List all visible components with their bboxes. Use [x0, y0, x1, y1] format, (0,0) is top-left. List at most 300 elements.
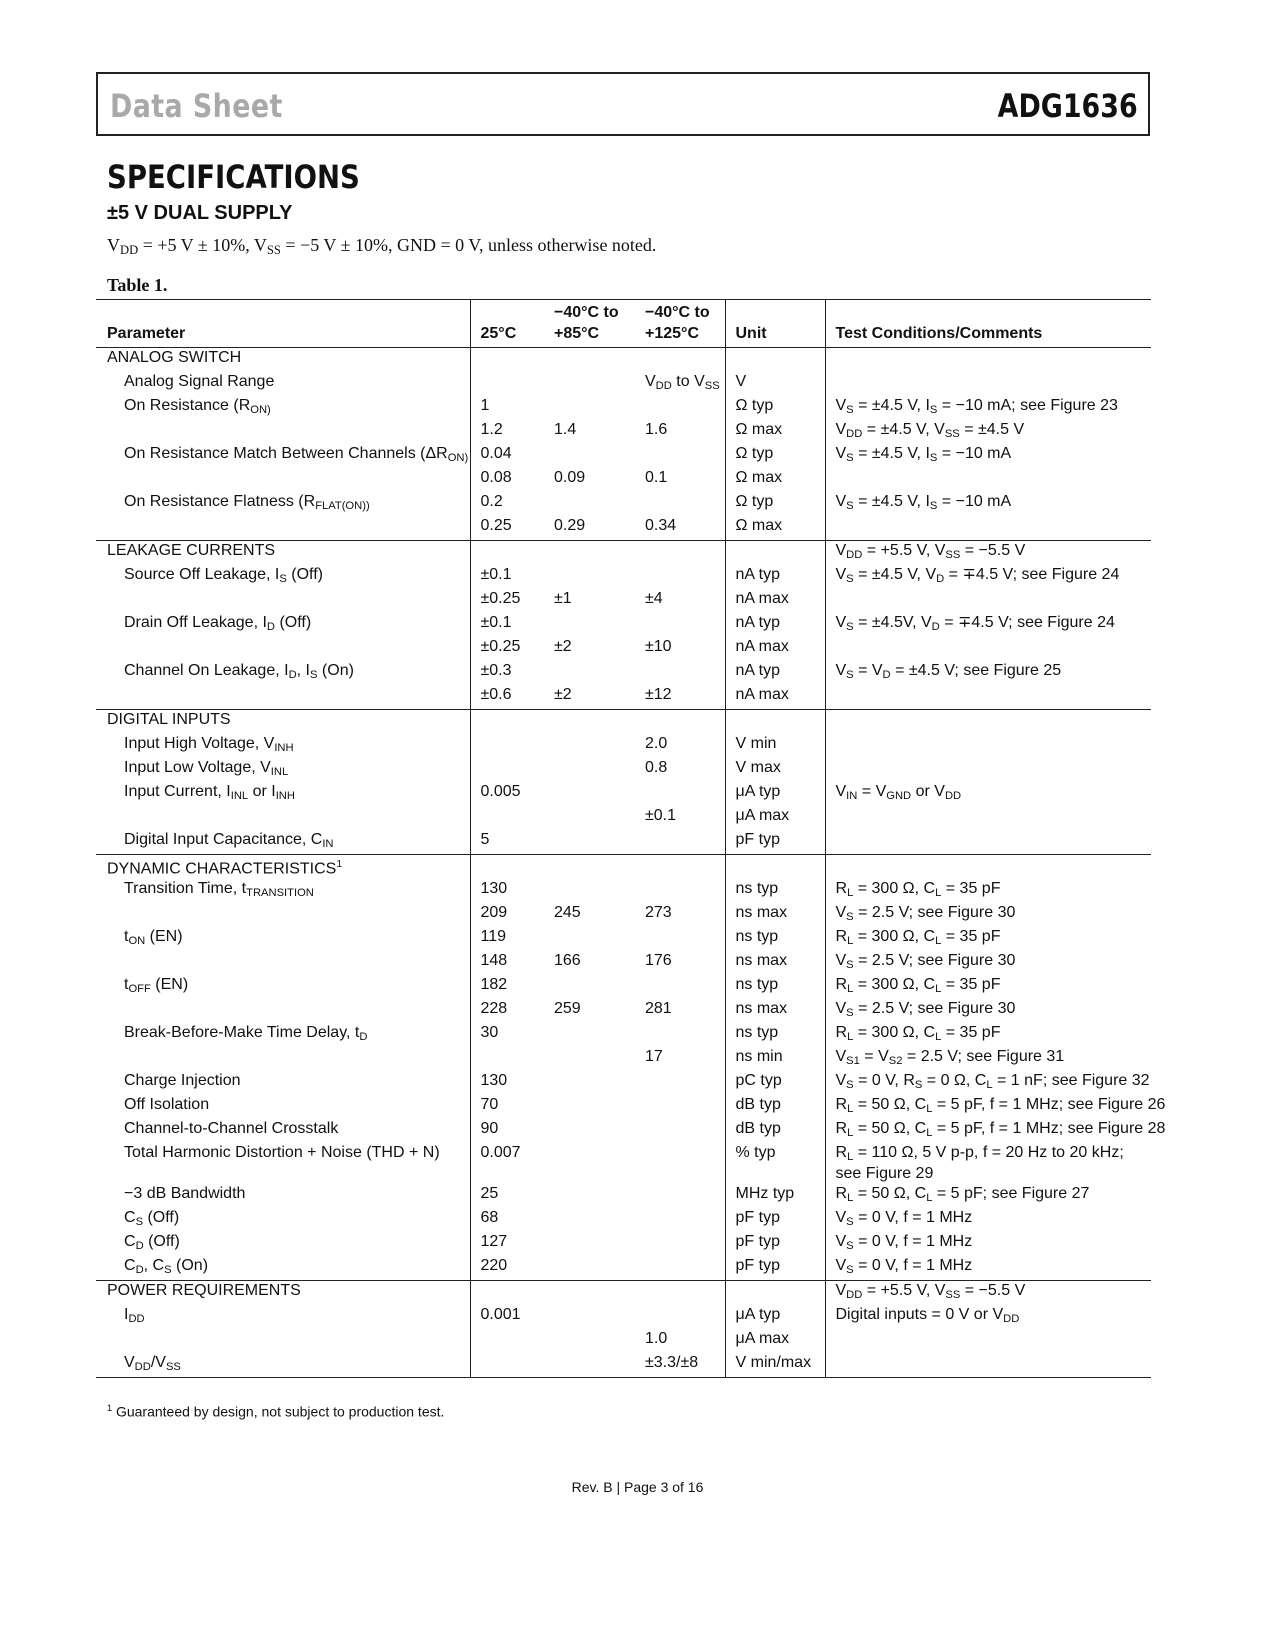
table-row	[96, 565, 1151, 589]
unit-cell: ns typ	[725, 879, 825, 903]
value-85c-cell	[544, 1047, 635, 1071]
parameter-cell	[96, 951, 470, 975]
page-header	[96, 72, 1150, 136]
parameter-cell	[96, 468, 470, 492]
table-row	[96, 1305, 1151, 1329]
value-25c-cell: 119	[470, 927, 544, 951]
value-25c-cell: 5	[470, 830, 544, 855]
value-85c-cell: 1.4	[554, 421, 577, 438]
table-row	[96, 420, 1151, 444]
table-row	[96, 806, 1151, 830]
unit-cell: pF typ	[725, 1232, 825, 1256]
conditions-cell: $V_S = 2.5$ V; see Figure 30	[825, 999, 1151, 1023]
conditions-cell: $V_S = 0$ V, f = 1 MHz	[825, 1256, 1151, 1281]
value-25c-cell	[470, 1329, 544, 1353]
table-row	[96, 1095, 1151, 1119]
parameter-cell	[96, 903, 470, 927]
value-85c-cell	[544, 613, 635, 637]
value-125c-cell	[635, 1305, 725, 1329]
conditions-cell	[825, 758, 1151, 782]
conditions-cell	[825, 372, 1151, 396]
parameter-cell	[96, 999, 470, 1023]
table-row	[96, 1047, 1151, 1071]
value-25c-cell	[470, 1281, 544, 1306]
parameter-cell	[96, 589, 470, 613]
table-row	[96, 1208, 1151, 1232]
table-row	[96, 613, 1151, 637]
table-row	[96, 516, 1151, 541]
value-125c-cell: ±10	[645, 638, 672, 655]
table-row	[96, 1143, 1151, 1184]
table-row	[96, 444, 1151, 468]
empty-cell	[725, 855, 825, 880]
col-header-125c: −40°C to +125°C	[635, 300, 725, 348]
value-85c-cell: 166	[554, 952, 581, 970]
section-row	[96, 855, 1151, 880]
value-85c-cell	[544, 1143, 635, 1184]
value-25c-cell: ±0.25	[470, 589, 544, 613]
conditions-cell: $R_L = 300$ Ω, $C_L = 35$ pF	[825, 1023, 1151, 1047]
unit-cell: dB typ	[725, 1119, 825, 1143]
unit-cell: Ω typ	[725, 396, 825, 420]
table-row	[96, 1023, 1151, 1047]
conditions-cell	[825, 516, 1151, 541]
parameter-cell	[96, 420, 470, 444]
value-85c-cell	[544, 1184, 635, 1208]
table-row	[96, 782, 1151, 806]
table-row	[96, 589, 1151, 613]
parameter-cell: $V_{DD}/V_{SS}$	[96, 1353, 470, 1378]
unit-cell: μA max	[725, 1329, 825, 1353]
parameter-cell: Off Isolation	[124, 1096, 210, 1114]
value-85c-cell: 245	[554, 904, 581, 922]
section-label: DIGITAL INPUTS	[96, 710, 470, 735]
unit-cell: V min	[725, 734, 825, 758]
table-row	[96, 999, 1151, 1023]
conditions-cell	[825, 685, 1151, 710]
unit-cell: Ω typ	[725, 492, 825, 516]
empty-cell	[470, 710, 544, 735]
value-85c-cell	[544, 1281, 635, 1306]
unit-cell: ns typ	[725, 1023, 825, 1047]
value-25c-cell: 1	[470, 396, 544, 420]
page-footer: Rev. B | Page 3 of 16	[571, 1479, 704, 1495]
value-25c-cell: 25	[470, 1184, 544, 1208]
value-125c-cell	[635, 782, 725, 806]
value-85c-cell: ±1	[554, 590, 572, 607]
value-125c-cell	[635, 661, 725, 685]
unit-cell: nA typ	[725, 613, 825, 637]
value-125c-cell	[635, 879, 725, 903]
table-row	[96, 372, 1151, 396]
value-25c-cell: 68	[470, 1208, 544, 1232]
parameter-cell	[96, 685, 470, 710]
table-row	[96, 1353, 1151, 1378]
table-header-row	[96, 300, 1151, 348]
unit-cell: dB typ	[725, 1095, 825, 1119]
conditions-cell	[825, 637, 1151, 661]
section-row	[96, 710, 1151, 735]
parameter-cell: $I_{DD}$	[124, 1306, 145, 1326]
value-85c-cell	[544, 492, 635, 516]
subsection-title: ±5 V DUAL SUPPLY	[107, 202, 293, 224]
value-25c-cell: 0.08	[470, 468, 544, 492]
conditions-cell: $R_L = 50$ Ω, $C_L = 5$ pF, f = 1 MHz; see Figure 28	[825, 1119, 1151, 1143]
empty-cell	[825, 710, 1151, 735]
unit-cell: Ω max	[725, 516, 825, 541]
value-125c-cell: 1.0	[645, 1330, 668, 1348]
value-85c-cell	[544, 1353, 635, 1378]
value-25c-cell: 0.005	[470, 782, 544, 806]
value-125c-cell	[635, 1256, 725, 1281]
parameter-cell: On Resistance Match Between Channels ($\Delta R_{ON)}$	[124, 445, 469, 464]
conditions-cell: $V_S = 0$ V, $R_S = 0$ Ω, $C_L = 1$ nF; see Figure 32	[825, 1071, 1151, 1095]
empty-cell	[635, 855, 725, 880]
table-row	[96, 1184, 1151, 1208]
unit-cell: Ω max	[725, 468, 825, 492]
value-125c-cell	[635, 1184, 725, 1208]
value-125c-cell: ±0.1	[645, 807, 677, 824]
parameter-cell: Total Harmonic Distortion + Noise (THD + N)	[124, 1144, 440, 1162]
value-25c-cell: 1.2	[470, 420, 544, 444]
value-25c-cell: 0.25	[470, 516, 544, 541]
empty-cell	[544, 348, 635, 373]
value-85c-cell: ±2	[554, 686, 572, 703]
conditions-cell	[825, 1329, 1151, 1353]
parameter-cell: Input High Voltage, $V_{INH}$	[124, 735, 294, 754]
value-85c-cell	[544, 1071, 635, 1095]
unit-cell: % typ	[725, 1143, 825, 1184]
conditions-cell: $R_L = 300$ Ω, $C_L = 35$ pF	[825, 975, 1151, 999]
col-header-conditions: Test Conditions/Comments	[825, 300, 1151, 348]
value-125c-cell: $V_{DD}$ to $V_{SS}$	[645, 373, 720, 392]
col-header-parameter: Parameter	[96, 300, 470, 348]
operating-conditions: $V_{DD} = +5$ V ± 10%, $V_{SS} = -5$ V ± 10%, GND = 0 V, unless otherwise noted.	[107, 235, 657, 258]
parameter-cell: On Resistance Flatness ($R_{FLAT(ON))}$	[124, 493, 370, 512]
unit-cell: nA typ	[725, 565, 825, 589]
unit-cell: Ω typ	[725, 444, 825, 468]
empty-cell	[470, 855, 544, 880]
value-85c-cell	[544, 806, 635, 830]
parameter-cell: $t_{OFF}$ (EN)	[124, 976, 189, 996]
value-125c-cell	[635, 444, 725, 468]
value-85c-cell	[544, 1208, 635, 1232]
value-25c-cell	[470, 372, 544, 396]
table-row	[96, 1256, 1151, 1281]
table-row	[96, 758, 1151, 782]
value-85c-cell	[544, 1095, 635, 1119]
unit-cell: ns max	[725, 951, 825, 975]
table-row	[96, 685, 1151, 710]
value-125c-cell: ±3.3/±8	[635, 1353, 725, 1378]
unit-cell: V max	[725, 758, 825, 782]
parameter-cell	[96, 516, 470, 541]
specifications-table	[96, 299, 1166, 1378]
conditions-cell: $R_L = 300$ Ω, $C_L = 35$ pF	[825, 927, 1151, 951]
value-125c-cell: 0.8	[645, 759, 668, 776]
value-85c-cell	[544, 830, 635, 855]
table-row	[96, 734, 1151, 758]
value-25c-cell: 70	[470, 1095, 544, 1119]
value-85c-cell: ±2	[554, 638, 572, 655]
parameter-cell: POWER REQUIREMENTS	[96, 1281, 470, 1306]
value-25c-cell: 130	[470, 1071, 544, 1095]
conditions-cell	[825, 830, 1151, 855]
conditions-cell	[825, 1353, 1151, 1378]
value-125c-cell	[635, 927, 725, 951]
table-row	[96, 879, 1151, 903]
unit-cell: ns typ	[725, 975, 825, 999]
parameter-cell: On Resistance ($R_{ON)}$	[124, 397, 271, 416]
unit-cell: nA typ	[725, 661, 825, 685]
parameter-cell: −3 dB Bandwidth	[124, 1185, 246, 1203]
parameter-cell: Transition Time, $t_{TRANSITION}$	[124, 880, 314, 900]
conditions-cell: Digital inputs = 0 V or $V_{DD}$	[825, 1305, 1151, 1329]
unit-cell: μA typ	[725, 1305, 825, 1329]
parameter-cell: Charge Injection	[124, 1072, 241, 1090]
value-125c-cell	[635, 1071, 725, 1095]
table-row	[96, 637, 1151, 661]
section-row	[96, 348, 1151, 373]
value-85c-cell: 0.09	[554, 469, 586, 486]
parameter-cell: Source Off Leakage, $I_S$ (Off)	[124, 566, 323, 585]
value-125c-cell	[635, 565, 725, 589]
value-85c-cell	[544, 565, 635, 589]
table-row	[96, 830, 1151, 855]
section-label: DYNAMIC CHARACTERISTICS$^1$	[96, 855, 470, 880]
empty-cell	[544, 710, 635, 735]
unit-cell: ns max	[725, 999, 825, 1023]
conditions-cell: $R_L = 50$ Ω, $C_L = 5$ pF, f = 1 MHz; see Figure 26	[825, 1095, 1151, 1119]
unit-cell: nA max	[725, 637, 825, 661]
value-125c-cell	[635, 975, 725, 999]
conditions-cell	[825, 468, 1151, 492]
value-125c-cell: ±4	[645, 590, 663, 607]
empty-cell	[825, 348, 1151, 373]
value-85c-cell	[544, 758, 635, 782]
parameter-cell	[96, 1329, 470, 1353]
unit-cell: ns max	[725, 903, 825, 927]
value-125c-cell	[635, 1208, 725, 1232]
value-25c-cell: 0.04	[470, 444, 544, 468]
conditions-cell: $R_L = 50$ Ω, $C_L = 5$ pF; see Figure 27	[825, 1184, 1151, 1208]
parameter-cell: Digital Input Capacitance, $C_{IN}$	[124, 831, 334, 850]
value-125c-cell: ±12	[645, 686, 672, 703]
value-85c-cell	[544, 734, 635, 758]
value-25c-cell: 0.001	[470, 1305, 544, 1329]
unit-cell: pF typ	[725, 830, 825, 855]
unit-cell: V	[725, 372, 825, 396]
parameter-cell: Input Current, $I_{INL}$ or $I_{INH}$	[124, 783, 295, 802]
value-25c-cell: ±0.25	[470, 637, 544, 661]
unit-cell: μA typ	[725, 782, 825, 806]
value-85c-cell	[544, 1119, 635, 1143]
parameter-cell	[96, 637, 470, 661]
header-doc-type: Data Sheet	[110, 87, 283, 125]
empty-cell	[725, 348, 825, 373]
parameter-cell: Channel-to-Channel Crosstalk	[124, 1120, 339, 1138]
value-125c-cell	[635, 1281, 725, 1306]
parameter-cell: $C_S$ (Off)	[124, 1209, 180, 1229]
conditions-cell: $V_{DD} = +5.5$ V, $V_{SS} = -5.5$ V	[825, 541, 1151, 566]
conditions-cell: $V_{DD} = +5.5$ V, $V_{SS} = -5.5$ V	[825, 1281, 1151, 1306]
table-row	[96, 951, 1151, 975]
value-25c-cell	[470, 758, 544, 782]
conditions-cell: $V_S = \pm 4.5V$, $V_D = \mp 4.5$ V; see Figure 24	[825, 613, 1151, 637]
unit-cell: MHz typ	[725, 1184, 825, 1208]
value-125c-cell: 17	[645, 1048, 663, 1066]
unit-cell	[725, 541, 825, 566]
value-25c-cell: ±0.6	[470, 685, 544, 710]
unit-cell: ns min	[725, 1047, 825, 1071]
value-125c-cell	[635, 1119, 725, 1143]
conditions-cell: $V_S = 2.5$ V; see Figure 30	[825, 951, 1151, 975]
value-85c-cell	[544, 661, 635, 685]
parameter-cell: $t_{ON}$ (EN)	[124, 928, 183, 948]
section-title: SPECIFICATIONS	[107, 158, 360, 196]
empty-cell	[544, 855, 635, 880]
value-125c-cell	[635, 830, 725, 855]
unit-cell: V min/max	[725, 1353, 825, 1378]
value-85c-cell: 259	[554, 1000, 581, 1018]
value-85c-cell	[544, 975, 635, 999]
conditions-cell: $V_S = \pm 4.5$ V, $I_S = -10$ mA; see Figure 23	[825, 396, 1151, 420]
value-85c-cell	[544, 927, 635, 951]
value-85c-cell	[544, 879, 635, 903]
parameter-cell: $C_D$ (Off)	[124, 1233, 180, 1253]
conditions-cell: $R_L = 110$ Ω, 5 V p-p, f = 20 Hz to 20 kHz; see Figure 29	[825, 1143, 1151, 1184]
conditions-cell: $V_S = V_D = \pm 4.5$ V; see Figure 25	[825, 661, 1151, 685]
table-row	[96, 975, 1151, 999]
value-25c-cell	[470, 734, 544, 758]
conditions-cell: $R_L = 300$ Ω, $C_L = 35$ pF	[825, 879, 1151, 903]
conditions-cell: $V_S = 0$ V, f = 1 MHz	[825, 1208, 1151, 1232]
value-25c-cell: 30	[470, 1023, 544, 1047]
value-125c-cell	[635, 1023, 725, 1047]
unit-cell: μA max	[725, 806, 825, 830]
col-header-85c: −40°C to +85°C	[544, 300, 635, 348]
table-row	[96, 1232, 1151, 1256]
unit-cell: Ω max	[725, 420, 825, 444]
value-25c-cell: 228	[470, 999, 544, 1023]
value-85c-cell	[544, 1023, 635, 1047]
conditions-cell	[825, 734, 1151, 758]
conditions-cell: $V_S = 2.5$ V; see Figure 30	[825, 903, 1151, 927]
value-25c-cell: 209	[470, 903, 544, 927]
table-row	[96, 396, 1151, 420]
value-125c-cell: 273	[645, 904, 672, 922]
value-125c-cell	[635, 396, 725, 420]
parameter-cell: Channel On Leakage, $I_D$, $I_S$ (On)	[124, 662, 354, 681]
empty-cell	[825, 855, 1151, 880]
unit-cell: pC typ	[725, 1071, 825, 1095]
value-125c-cell	[635, 613, 725, 637]
value-125c-cell	[635, 541, 725, 566]
table-row	[96, 1119, 1151, 1143]
value-85c-cell: 0.29	[554, 517, 586, 534]
value-25c-cell: 90	[470, 1119, 544, 1143]
unit-cell	[725, 1281, 825, 1306]
conditions-cell: $V_{IN} = V_{GND}$ or $V_{DD}$	[825, 782, 1151, 806]
parameter-cell	[96, 1047, 470, 1071]
table-row	[96, 903, 1151, 927]
value-25c-cell	[470, 1047, 544, 1071]
table-caption: Table 1.	[107, 275, 168, 295]
value-85c-cell	[544, 444, 635, 468]
parameter-cell: Analog Signal Range	[124, 373, 275, 390]
value-85c-cell	[544, 1305, 635, 1329]
conditions-cell: $V_S = \pm 4.5$ V, $I_S = -10$ mA	[825, 444, 1151, 468]
value-125c-cell: 0.34	[645, 517, 677, 534]
parameter-cell: Drain Off Leakage, $I_D$ (Off)	[124, 614, 312, 633]
value-25c-cell: 130	[470, 879, 544, 903]
value-125c-cell: 176	[645, 952, 672, 970]
value-85c-cell	[544, 372, 635, 396]
unit-cell: nA max	[725, 589, 825, 613]
table-row	[96, 927, 1151, 951]
empty-cell	[635, 710, 725, 735]
value-25c-cell: 127	[470, 1232, 544, 1256]
value-125c-cell	[635, 492, 725, 516]
value-25c-cell: 220	[470, 1256, 544, 1281]
value-25c-cell: 182	[470, 975, 544, 999]
value-25c-cell: ±0.1	[470, 613, 544, 637]
value-25c-cell: ±0.1	[470, 565, 544, 589]
conditions-cell	[825, 589, 1151, 613]
table-body	[96, 348, 1166, 1378]
header-part-number: ADG1636	[998, 87, 1138, 125]
table-row	[96, 468, 1151, 492]
value-125c-cell	[635, 1095, 725, 1119]
value-125c-cell: 281	[645, 1000, 672, 1018]
value-85c-cell	[544, 1329, 635, 1353]
value-25c-cell: 0.2	[470, 492, 544, 516]
conditions-cell: $V_S = \pm 4.5$ V, $I_S = -10$ mA	[825, 492, 1151, 516]
value-85c-cell	[544, 396, 635, 420]
unit-cell: pF typ	[725, 1256, 825, 1281]
col-header-unit: Unit	[725, 300, 825, 348]
table-row	[96, 492, 1151, 516]
parameter-cell	[96, 806, 470, 830]
value-25c-cell	[470, 1353, 544, 1378]
table-row	[96, 1281, 1151, 1306]
table-row	[96, 661, 1151, 685]
value-125c-cell: 0.1	[645, 469, 668, 486]
value-125c-cell	[635, 1143, 725, 1184]
conditions-cell: $V_S = 0$ V, f = 1 MHz	[825, 1232, 1151, 1256]
table-row	[96, 1071, 1151, 1095]
unit-cell: nA max	[725, 685, 825, 710]
empty-cell	[470, 348, 544, 373]
empty-cell	[725, 710, 825, 735]
table-row	[96, 541, 1151, 566]
value-125c-cell: 1.6	[645, 421, 668, 438]
value-85c-cell	[544, 782, 635, 806]
value-25c-cell: 148	[470, 951, 544, 975]
value-125c-cell	[635, 1232, 725, 1256]
parameter-cell: $C_D$, $C_S$ (On)	[124, 1257, 209, 1277]
empty-cell	[635, 348, 725, 373]
section-label: ANALOG SWITCH	[107, 349, 242, 366]
value-25c-cell: ±0.3	[470, 661, 544, 685]
conditions-cell	[825, 806, 1151, 830]
col-header-25c: 25°C	[470, 300, 544, 348]
value-85c-cell	[544, 1256, 635, 1281]
unit-cell: pF typ	[725, 1208, 825, 1232]
footnote: $^1$ Guaranteed by design, not subject to production test.	[107, 1403, 445, 1420]
value-25c-cell: 0.007	[470, 1143, 544, 1184]
conditions-cell: $V_S = \pm 4.5$ V, $V_D = \mp 4.5$ V; see Figure 24	[825, 565, 1151, 589]
